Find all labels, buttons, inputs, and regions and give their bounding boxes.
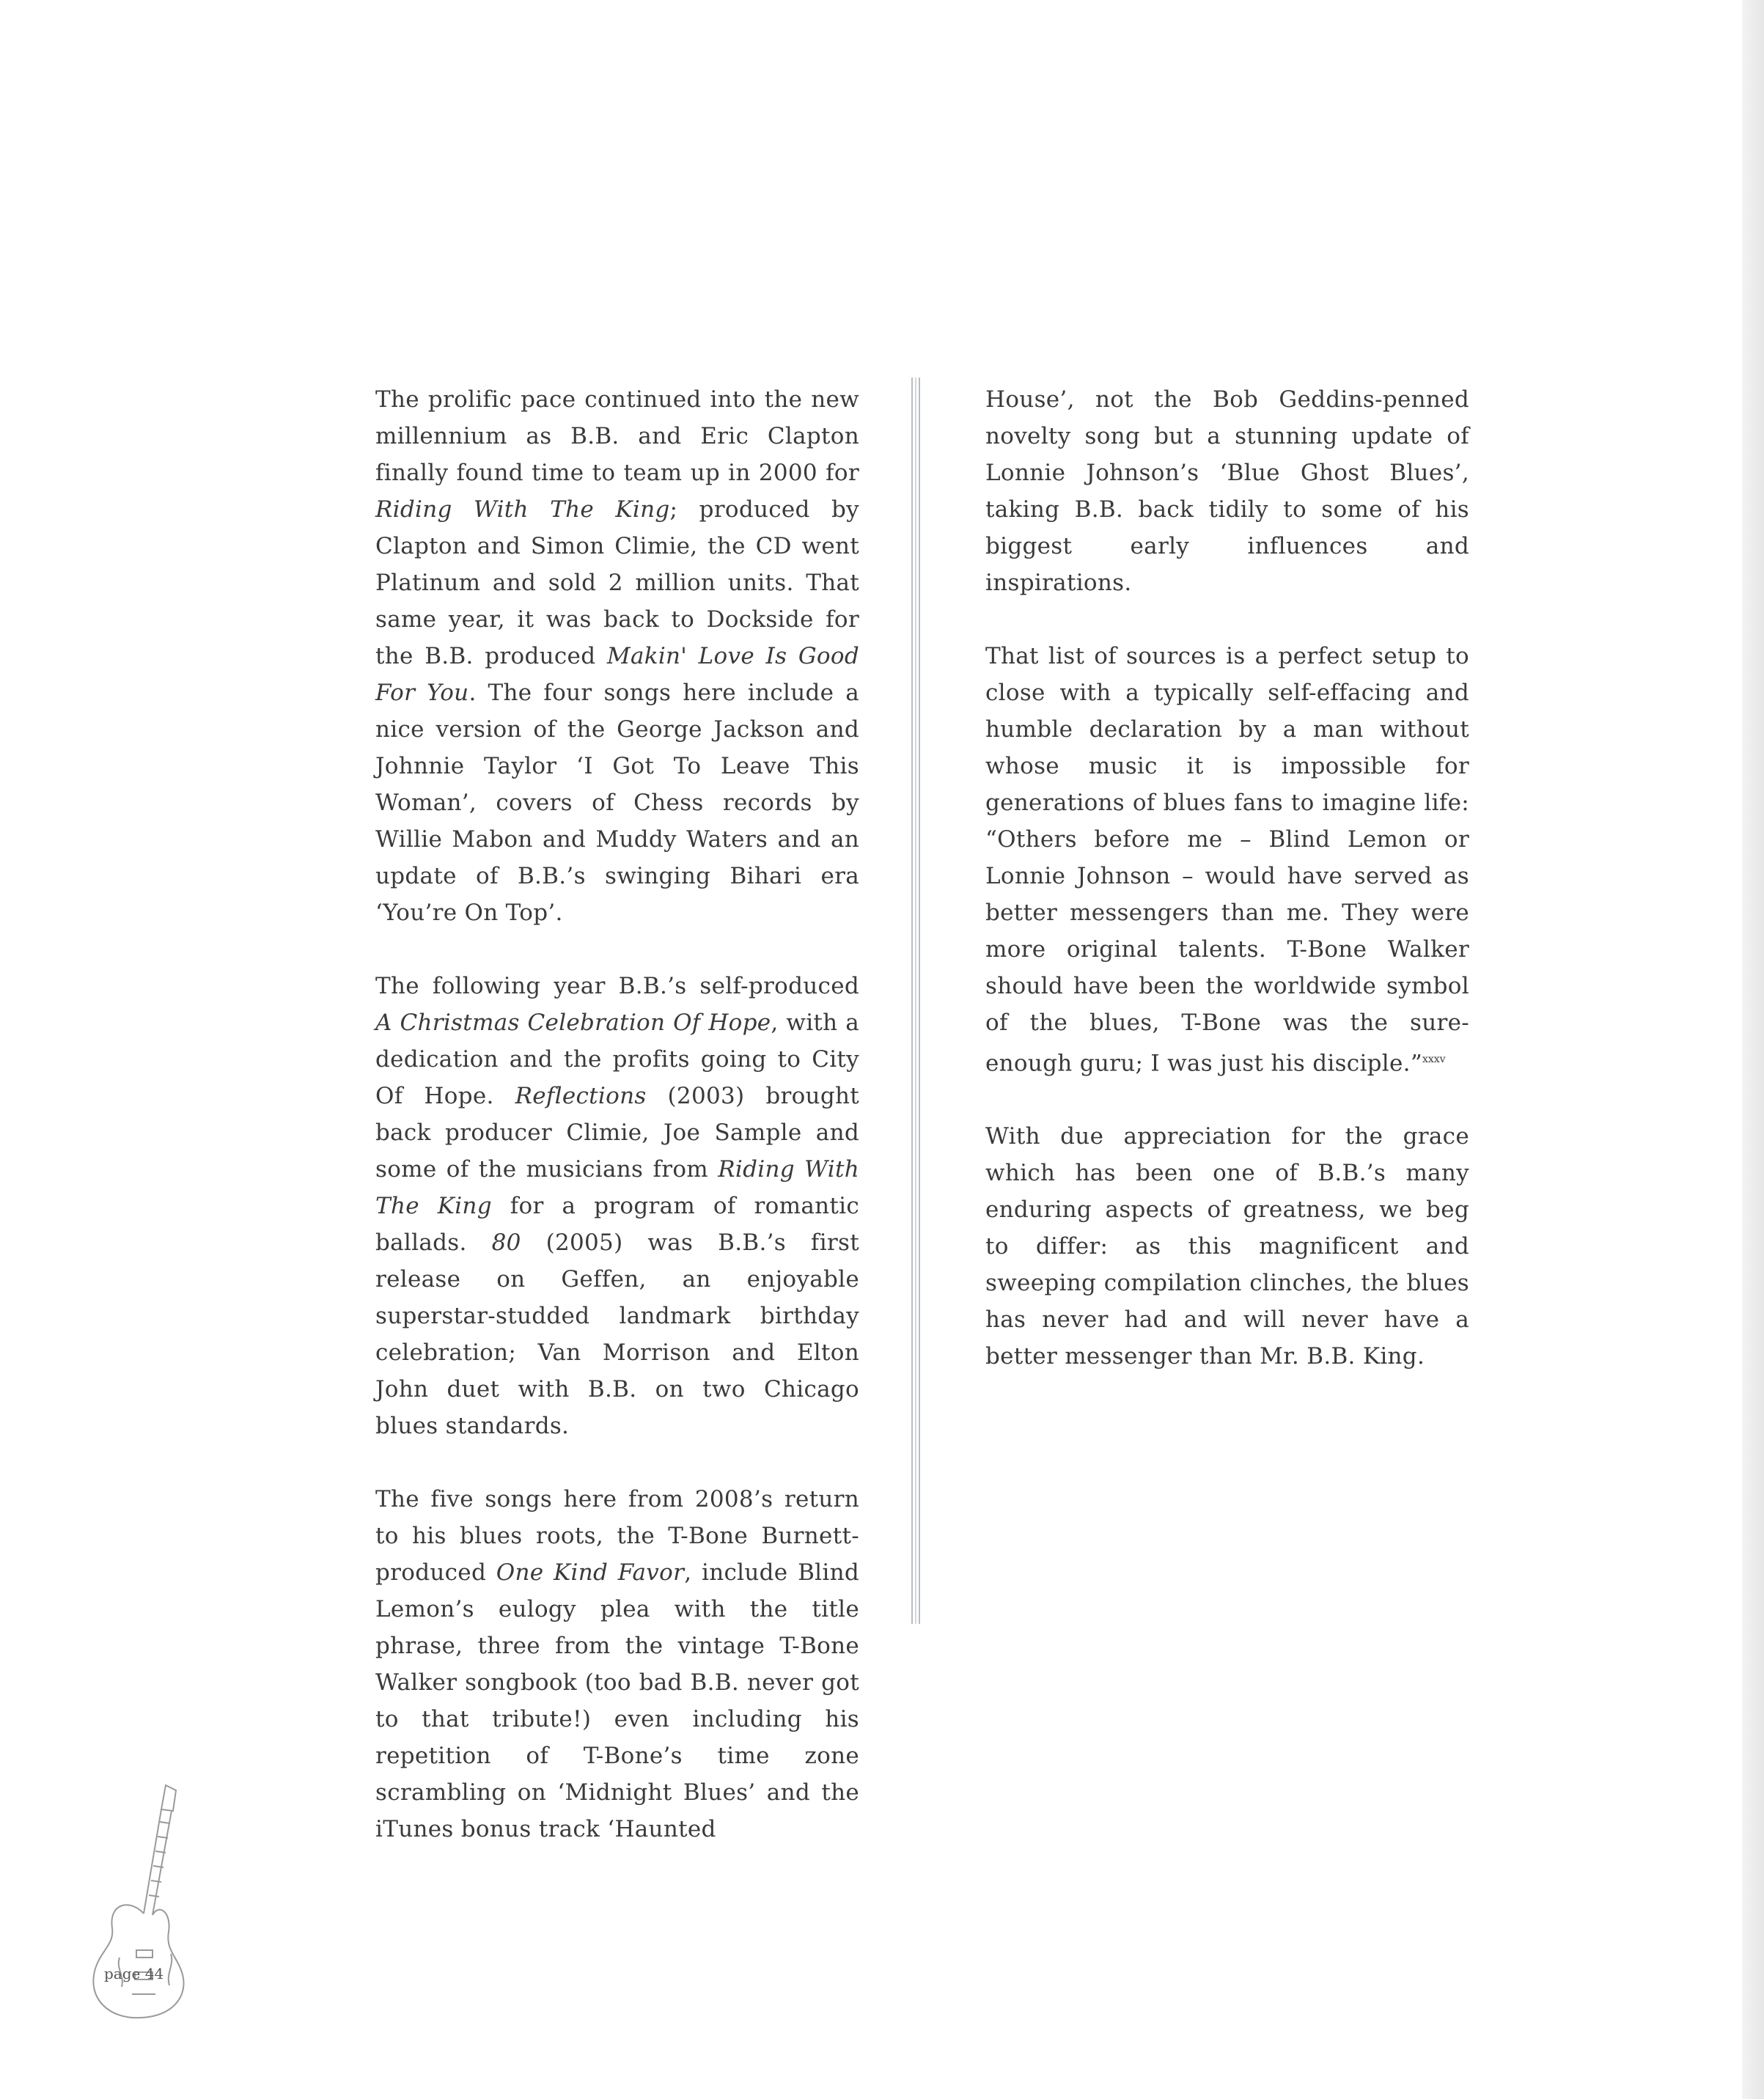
paragraph: The following year B.B.’s self-produced A Christmas Celebration Of Hope, with a dedication and the profits going to City Of Hope. Reflections (2003) brought back producer Climie, Joe Sample and some of the musicians from Riding With The King for a program of romantic ballads. 80 (2005) was B.B.’s first release on Geffen, an enjoyable superstar-studded landmark birthday celebration; Van Morrison and Elton John duet with B.B. on two Chicago blues standards. xyxy=(375,973,859,1439)
footnote-marker: xxxv xyxy=(1422,1054,1446,1065)
column-divider xyxy=(911,378,922,1624)
page-number: page 44 xyxy=(104,1965,164,1982)
paragraph: House’, not the Bob Geddins-penned novelty song but a stunning update of Lonnie Johnson’s ‘Blue Ghost Blues’, taking B.B. back tidily to some of his biggest early influences and inspirations. xyxy=(985,386,1469,596)
paragraph: With due appreciation for the grace which has been one of B.B.’s many enduring aspects of greatness, we beg to differ: as this magnificent and sweeping compilation clinches, the blues has never had and will never have a better messenger than Mr. B.B. King. xyxy=(985,1123,1469,1370)
paragraph: That list of sources is a perfect setup to close with a typically self-effacing and humble declaration by a man without whose music it is impossible for generations of blues fans to imagine life: “Others before me – Blind Lemon or Lonnie Johnson – would have served as better messengers than me. They were more original talents. T-Bone Walker should have been the worldwide symbol of the blues, T-Bone was the sure-enough guru; I was just his disciple.”$^{xxxv}$ xyxy=(985,643,1469,1077)
right-column xyxy=(985,381,1469,1411)
page-edge xyxy=(1742,0,1764,2099)
paragraph: The five songs here from 2008’s return to his blues roots, the T-Bone Burnett-produced One Kind Favor, include Blind Lemon’s eulogy plea with the title phrase, three from the vintage T-Bone Walker songbook (too bad B.B. never got to that tribute!) even including his repetition of T-Bone’s time zone scrambling on ‘Midnight Blues’ and the iTunes bonus track ‘Haunted xyxy=(375,1486,859,1842)
left-column xyxy=(375,381,859,1884)
guitar-icon xyxy=(79,1782,196,2023)
paragraph: The prolific pace continued into the new millennium as B.B. and Eric Clapton finally found time to team up in 2000 for Riding With The King; produced by Clapton and Simon Climie, the CD went Platinum and sold 2 million units. That same year, it was back to Dockside for the B.B. produced Makin' Love Is Good For You. The four songs here include a nice version of the George Jackson and Johnnie Taylor ‘I Got To Leave This Woman’, covers of Chess records by Willie Mabon and Muddy Waters and an update of B.B.’s swinging Bihari era ‘You’re On Top’. xyxy=(375,386,859,926)
